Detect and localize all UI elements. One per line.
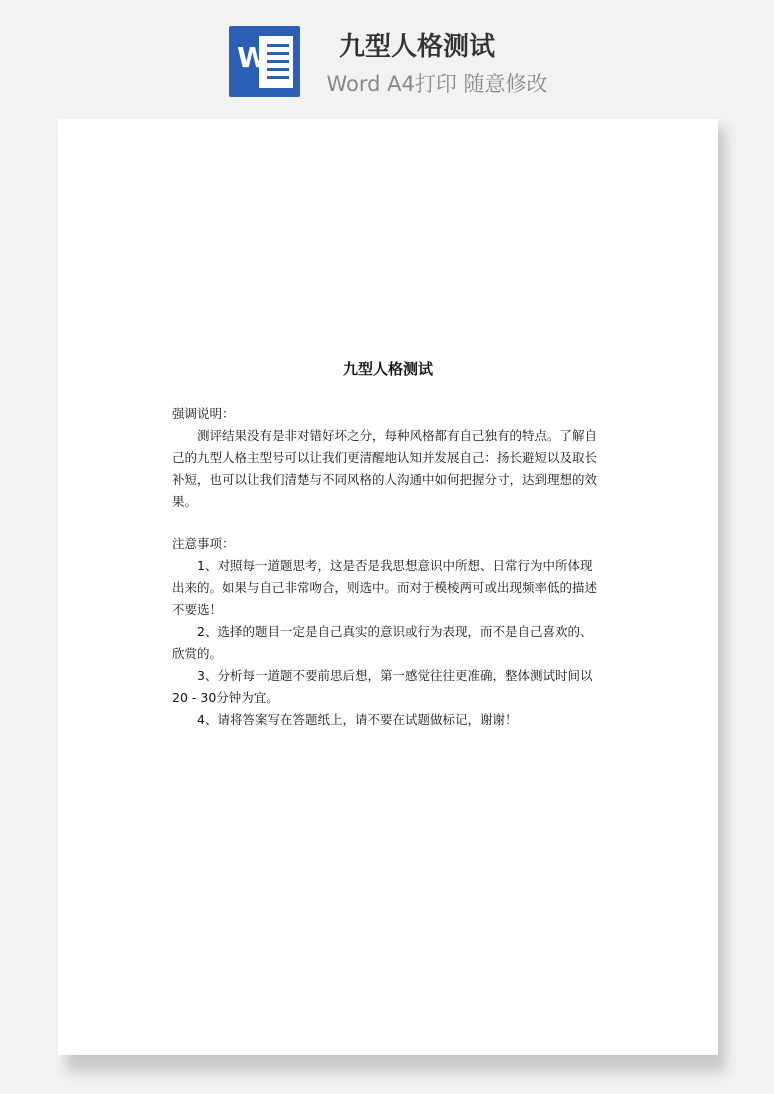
page-title: 九型人格测试 (338, 32, 495, 62)
notes-heading: 注意事项： (172, 536, 235, 551)
spacer (172, 513, 604, 533)
document-page (58, 119, 718, 1055)
note-item: 2、选择的题目一定是自己真实的意识或行为表现，而不是自己喜欢的、欣赏的。 (172, 624, 593, 661)
header (0, 0, 774, 118)
page-subtitle: Word A4打印 随意修改 (326, 72, 548, 96)
intro-paragraph: 测评结果没有是非对错好坏之分，每种风格都有自己独有的特点。了解自己的九型人格主型号可以让我们更清醒地认知并发展自己：扬长避短以及取长补短，也可以让我们清楚与不同风格的人沟通中如何把握分寸，达到理想的效果。 (172, 428, 598, 509)
note-item: 3、分析每一道题不要前思后想，第一感觉往往更准确，整体测试时间以20 - 30分钟为宜。 (172, 668, 593, 705)
note-item: 4、请将答案写在答题纸上，请不要在试题做标记，谢谢！ (197, 712, 518, 727)
intro-heading: 强调说明： (172, 406, 235, 421)
word-icon-letter: W (237, 41, 268, 74)
document-title: 九型人格测试 (342, 360, 433, 378)
document-body (172, 357, 604, 731)
note-item: 1、对照每一道题思考，这是否是我思想意识中所想、日常行为中所体现出来的。如果与自己非常吻合，则选中。而对于模棱两可或出现频率低的描述不要选！ (172, 558, 598, 617)
